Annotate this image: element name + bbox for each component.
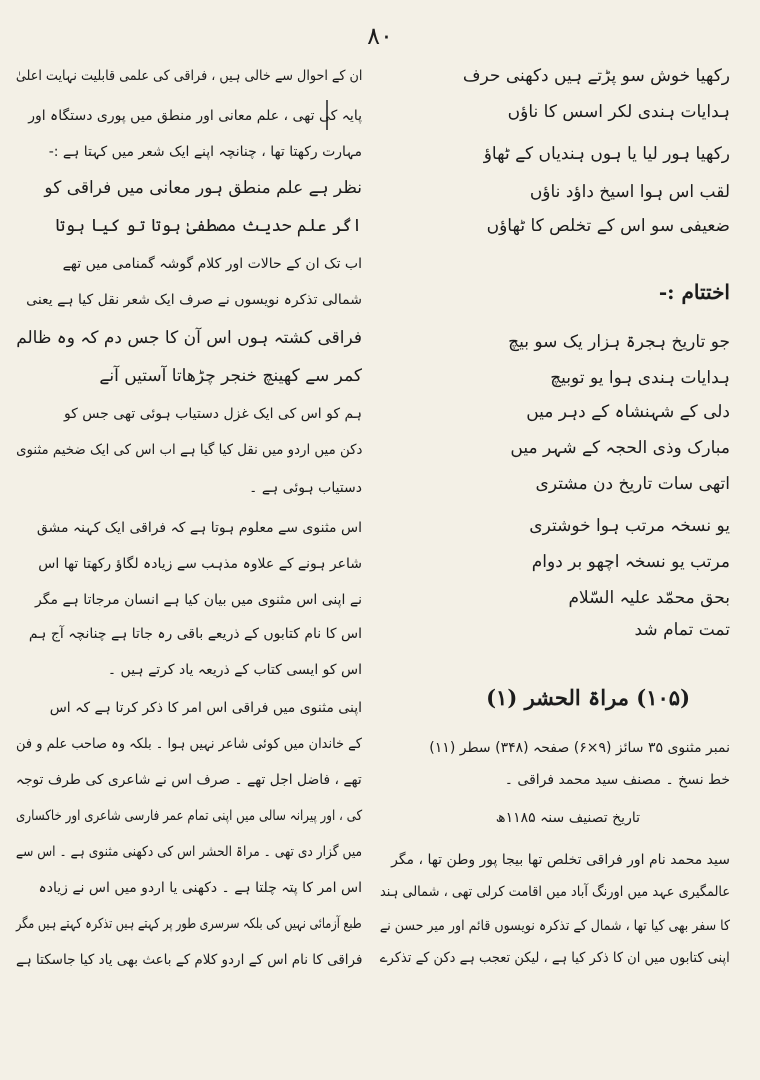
paragraph-line: دکن میں اردو میں نقل کیا گیا ہے اب اس کی ایک ضخیم مثنوی [15, 442, 362, 458]
verse-line: رکھیا ہور لیا یا ہوں ہندیاں کے ٹھاؤ [483, 144, 730, 164]
paragraph-line: پایہ کی تھی ، علم معانی اور منطق میں پوری دستگاہ اور [28, 108, 362, 124]
verse-line: اگر علم حدیث مصطفیٰ ہوتا تو کیا ہوتا [55, 216, 362, 236]
verse-line: یو نسخہ مرتب ہوا خوشتری [529, 516, 730, 536]
paragraph-line: اس کا نام کتابوں کے ذریعے باقی رہ جاتا ہے چنانچہ آج ہم [28, 626, 362, 642]
verse-line: مبارک وذی الحجہ کے شہر میں [510, 438, 730, 458]
verse-line: بحق محمّد علیہ السّلام [568, 588, 730, 608]
verse-line: ہدایات ہندی ہوا یو توبیچ [550, 368, 730, 388]
paragraph-line: شمالی تذکرہ نویسوں نے صرف ایک شعر نقل کیا ہے یعنی [26, 292, 362, 308]
verse-line: مرتب یو نسخہ اچھو بر دوام [531, 552, 730, 572]
paragraph-line: کے خاندان میں کوئی شاعر نہیں ہوا ۔ بلکہ وہ صاحب علم و فن [16, 736, 362, 752]
paragraph-line: کی ، اور پیرانہ سالی میں اپنی تمام عمر فارسی شاعری اور خاکساری [15, 808, 362, 824]
paragraph-line: اس مثنوی سے معلوم ہوتا ہے کہ فراقی ایک کہنہ مشق [36, 520, 362, 536]
verse-line: اتھی سات تاریخ دن مشتری [535, 474, 730, 494]
entry-meta-line: خط نسخ ۔ مصنف سید محمد فراقی ۔ [504, 772, 730, 788]
verse-line: ضعیفی سو اس کے تخلص کا ٹھاؤں [486, 216, 730, 236]
page-number: ۸۰ [367, 22, 393, 50]
paragraph-line: سید محمد نام اور فراقی تخلص تھا بیجا پور وطن تھا ، مگر [391, 852, 730, 868]
paragraph-line: اپنی کتابوں میں ان کا ذکر کیا ہے ، لیکن تعجب ہے دکن کے تذکرے [380, 950, 730, 966]
entry-meta-line: تاریخ تصنیف سنہ ۱۱۸۵ھ [495, 810, 640, 826]
verse-line: تمت تمام شد [634, 620, 730, 640]
verse-line: کمر سے کھینچ خنجر چڑھاتا آستیں آنے [99, 366, 362, 386]
paragraph-line: عالمگیری عہد میں اورنگ آباد میں اقامت کرلی تھی ، شمالی ہند [379, 884, 730, 900]
paragraph-line: فراقی کا نام اس کے اردو کلام کے باعث بھی یاد کیا جاسکتا ہے [15, 952, 362, 968]
paragraph-line: اب تک ان کے حالات اور کلام گوشہ گمنامی میں تھے [62, 256, 362, 272]
verse-line: فراقی کشتہ ہوں اس آن کا جس دم کہ وہ ظالم [16, 328, 362, 348]
paragraph-line: کا سفر بھی کیا تھا ، شمال کے تذکرہ نویسوں قائم اور میر حسن نے [379, 918, 730, 934]
paragraph-line: اس کو ایسی کتاب کے ذریعہ یاد کرتے ہیں ۔ [107, 662, 362, 678]
paragraph-line: اس امر کا پتہ چلتا ہے ۔ دکھنی یا اردو میں اس نے زیادہ [38, 880, 362, 896]
paragraph-line: اپنی مثنوی میں فراقی اس امر کا ذکر کرتا ہے کہ اس [49, 700, 362, 716]
paragraph-line: ہم کو اس کی ایک غزل دستیاب ہوئی تھی جس کو [63, 406, 362, 422]
verse-line: دلی کے شہنشاہ کے دہر میں [526, 402, 730, 422]
entry-meta-line: نمبر مثنوی ۳۵ سائز (۹×۶) صفحہ (۳۴۸) سطر (۱۱) [429, 740, 730, 756]
paragraph-line: ان کے احوال سے خالی ہیں ، فراقی کی علمی قابلیت نہایت اعلیٰ [15, 68, 362, 84]
closing-heading: اختتام :- [658, 280, 730, 304]
verse-line: نظر ہے علم منطق ہور معانی میں فراقی کو [44, 178, 362, 198]
entry-title: (۱۰۵) مراۃ الحشر (۱) [486, 685, 690, 710]
paragraph-line: مہارت رکھتا تھا ، چنانچہ اپنے ایک شعر میں کہتا ہے :- [48, 144, 362, 160]
paragraph-line: طبع آزمائی نہیں کی بلکہ سرسری طور پر کہتے ہیں تذکرہ کہتے ہیں مگر [16, 916, 362, 932]
paragraph-line: نے اپنی اس مثنوی میں بیان کیا ہے انسان مرجاتا ہے مگر [35, 592, 362, 608]
paragraph-line: تھے ، فاضل اجل تھے ۔ صرف اس نے شاعری کی طرف توجہ [16, 772, 362, 788]
verse-line: جو تاریخ ہجرۃ ہزار یک سو بیچ [508, 332, 730, 352]
verse-line: لقب اس ہوا اسیخ داؤد ناؤں [529, 182, 730, 202]
verse-line: ہدایات ہندی لکر اسس کا ناؤں [507, 102, 730, 122]
verse-line: رکھیا خوش سو پڑتے ہیں دکھنی حرف [462, 66, 730, 86]
paragraph-line: میں گزار دی تھی ۔ مراۃ الحشر اس کی دکھنی مثنوی ہے ۔ اس سے [15, 844, 362, 860]
paragraph-line: شاعر ہونے کے علاوہ مذہب سے زیادہ لگاؤ رکھتا تھا اس [38, 556, 362, 572]
paragraph-line: دستیاب ہوئی ہے ۔ [249, 480, 362, 496]
